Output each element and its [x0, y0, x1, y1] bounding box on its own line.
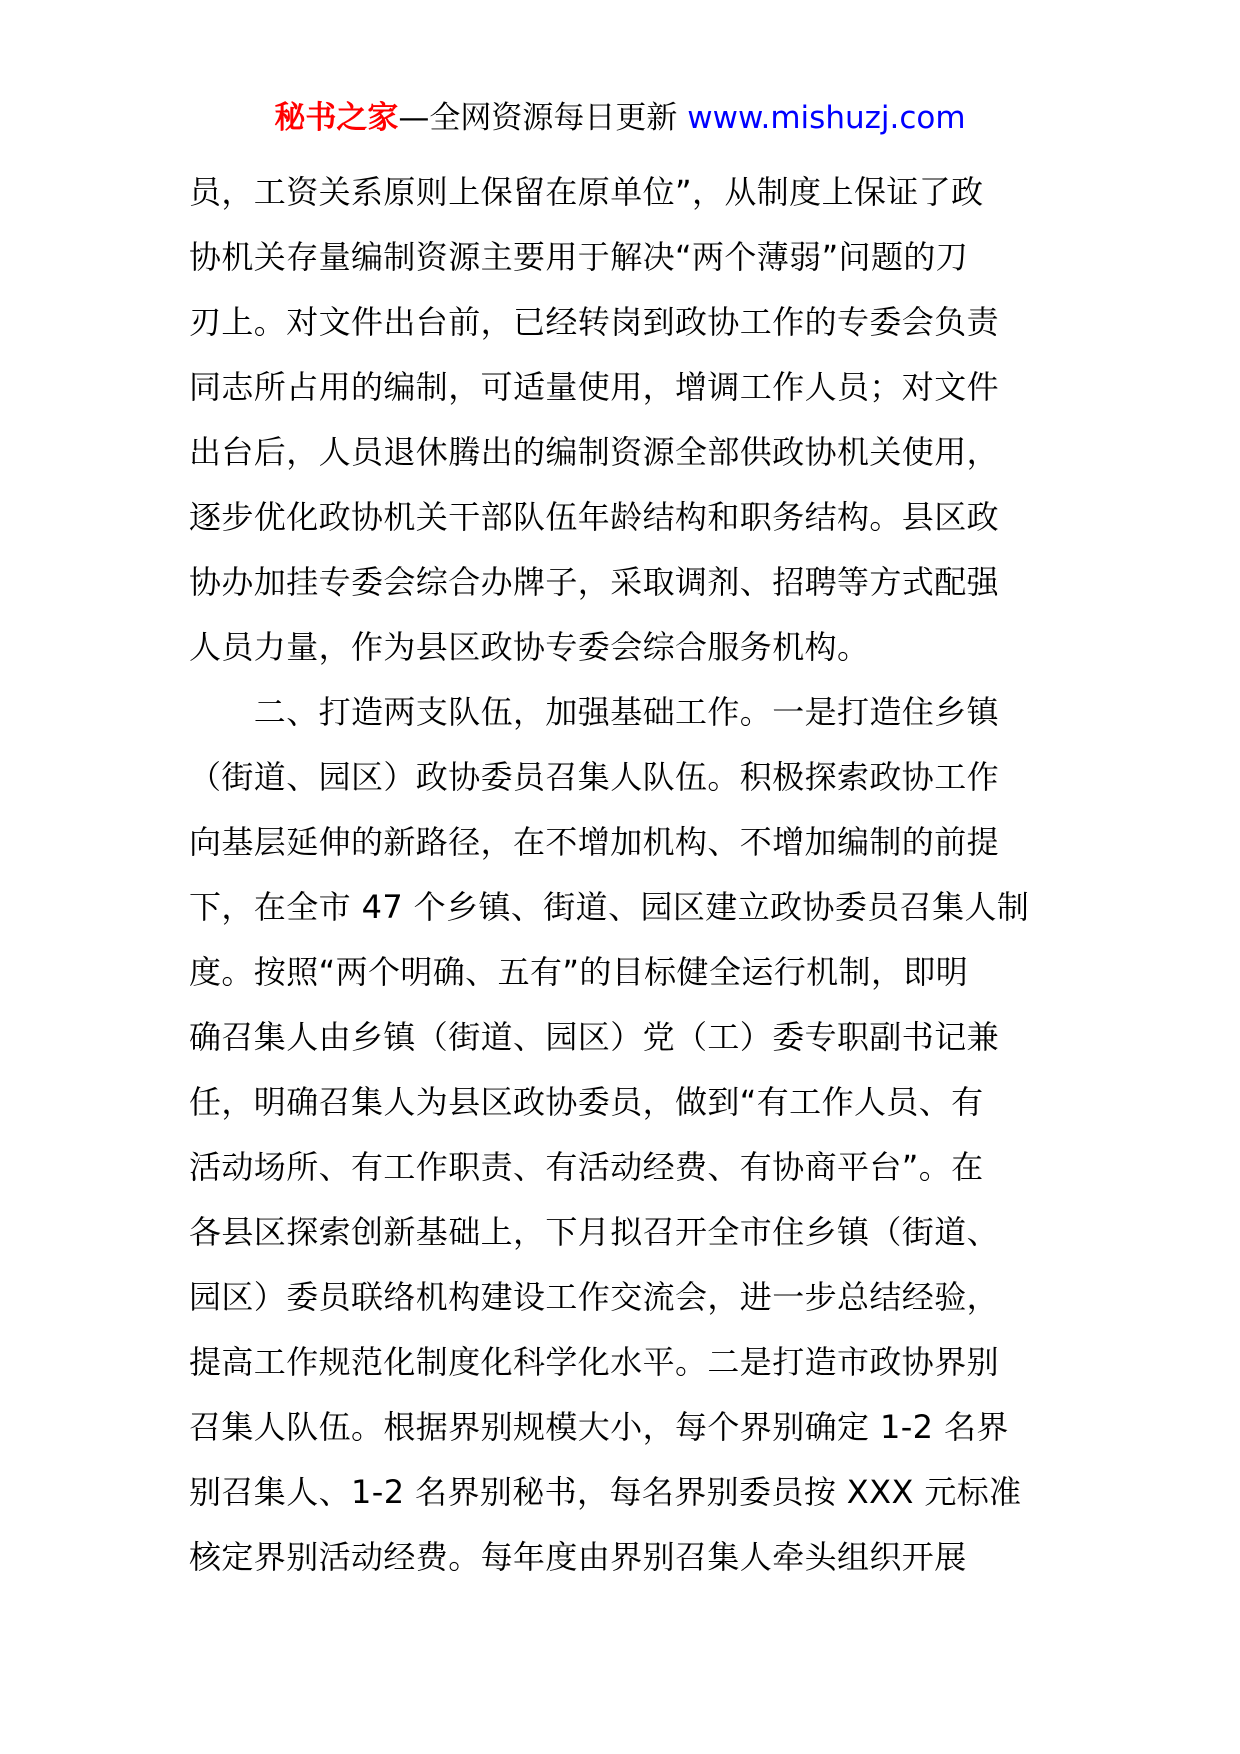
site-brand: 秘书之家 [274, 100, 399, 136]
text-line: 确召集人由乡镇（街道、园区）党（工）委专职副书记兼 [189, 1018, 1000, 1056]
text-line: 活动场所、有工作职责、有活动经费、有协商平台”。在 [189, 1148, 984, 1186]
text-line: 下，在全市 47 个乡镇、街道、园区建立政协委员召集人制 [189, 888, 1030, 926]
text-line: 核定界别活动经费。每年度由界别召集人牵头组织开展 [189, 1538, 967, 1576]
section-heading-line: 二、打造两支队伍，加强基础工作。一是打造住乡镇 [189, 693, 1000, 731]
text-line: 员，工资关系原则上保留在原单位”，从制度上保证了政 [189, 173, 984, 211]
page-header [0, 98, 1240, 138]
text-line: 人员力量，作为县区政协专委会综合服务机构。 [189, 628, 870, 666]
text-line: 同志所占用的编制，可适量使用，增调工作人员；对文件 [189, 368, 1000, 406]
text-line: 召集人队伍。根据界别规模大小，每个界别确定 1-2 名界 [189, 1408, 1009, 1446]
text-line: 各县区探索创新基础上，下月拟召开全市住乡镇（街道、 [189, 1213, 1000, 1251]
text-line: 刃上。对文件出台前，已经转岗到政协工作的专委会负责 [189, 303, 1000, 341]
text-line: 别召集人、1-2 名界别秘书，每名界别委员按 XXX 元标准 [189, 1473, 1022, 1511]
text-line: 协机关存量编制资源主要用于解决“两个薄弱”问题的刀 [189, 238, 969, 276]
text-line: （街道、园区）政协委员召集人队伍。积极探索政协工作 [189, 758, 1000, 796]
site-tagline: —全网资源每日更新 [398, 100, 678, 136]
text-line: 出台后，人员退休腾出的编制资源全部供政协机关使用， [189, 433, 1000, 471]
text-line: 向基层延伸的新路径，在不增加机构、不增加编制的前提 [189, 823, 1000, 861]
text-line: 逐步优化政协机关干部队伍年龄结构和职务结构。县区政 [189, 498, 1000, 536]
text-line: 协办加挂专委会综合办牌子，采取调剂、招聘等方式配强 [189, 563, 1000, 601]
site-url-link[interactable]: www.mishuzj.com [687, 100, 966, 136]
text-line: 园区）委员联络机构建设工作交流会，进一步总结经验， [189, 1278, 1000, 1316]
text-line: 任，明确召集人为县区政协委员，做到“有工作人员、有 [189, 1083, 984, 1121]
document-body [189, 160, 1069, 1590]
text-line: 提高工作规范化制度化科学化水平。二是打造市政协界别 [189, 1343, 1000, 1381]
text-line: 度。按照“两个明确、五有”的目标健全运行机制，即明 [189, 953, 969, 991]
